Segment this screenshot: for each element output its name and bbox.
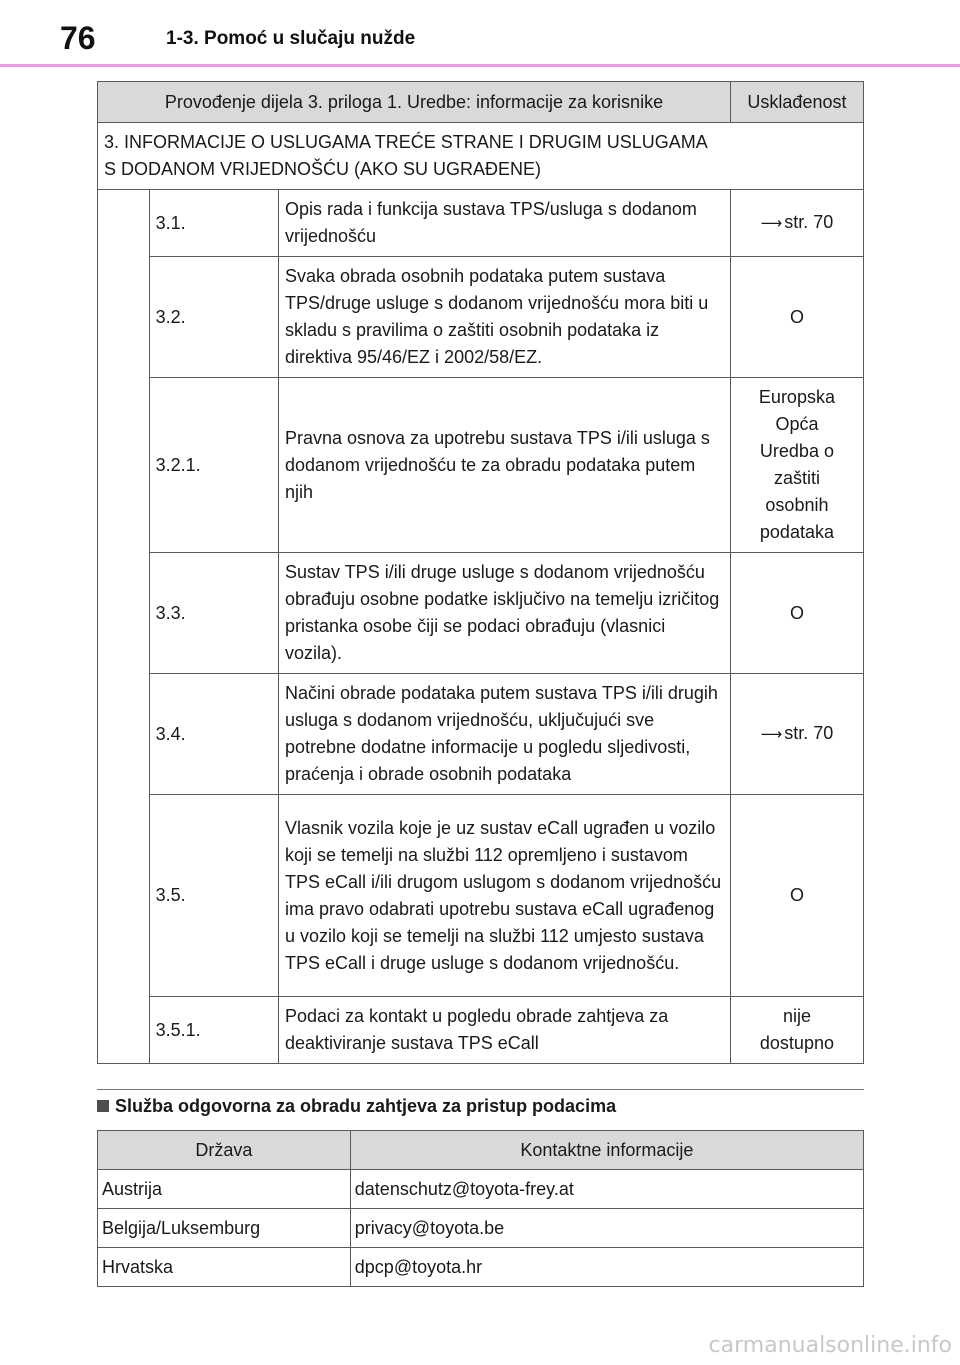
row-value: O [730,257,863,378]
table-row [98,553,864,674]
page-header [0,0,960,64]
row-text: Vlasnik vozila koje je uz sustav eCall ugrađen u vozilo koji se temelji na službi 112 opremljeno i sustavom TPS eCall i/ili drugom uslugom s dodanom vrijednošću ima pravo odabrati upotrebu sustava eCall ugrađenog u vozilo koji se temelji na službi 112 umjesto sustava TPS eCall i druge usluge s dodanom vrijednošću. [278,795,730,997]
column-header-compliance: Usklađenost [730,82,863,123]
table-section-row [98,123,864,190]
row-value: Europska Opća Uredba o zaštiti osobnih podataka [730,378,863,553]
row-code: 3.5.1. [149,997,278,1064]
contact-table [97,1130,864,1287]
section-title: 1-3. Pomoć u slučaju nužde [166,28,416,49]
header-rule [0,64,960,67]
arrow-right-icon: ⟶ [760,215,783,232]
table-row [98,190,864,257]
subheading: Služba odgovorna za obradu zahtjeva za pristup podacima [97,1096,616,1117]
table-row [98,1248,864,1287]
page-number: 76 [60,20,96,56]
section-title-line: S DODANOM VRIJEDNOŠĆU (AKO SU UGRAĐENE) [104,159,542,179]
country-cell: Belgija/Luksemburg [98,1209,351,1248]
contact-cell: dpcp@toyota.hr [350,1248,863,1287]
row-code: 3.1. [149,190,278,257]
table-row [98,378,864,553]
indent-cell [98,190,150,1064]
row-code: 3.5. [149,795,278,997]
row-code: 3.3. [149,553,278,674]
row-code: 3.4. [149,674,278,795]
section-title-line: 3. INFORMACIJE O USLUGAMA TREĆE STRANE I DRUGIM USLUGAMA [104,132,708,152]
column-header-info: Provođenje dijela 3. priloga 1. Uredbe: informacije za korisnike [98,82,731,123]
country-cell: Austrija [98,1170,351,1209]
compliance-table [97,81,864,1064]
row-text: Podaci za kontakt u pogledu obrade zahtjeva za deaktiviranje sustava TPS eCall [278,997,730,1064]
row-value: O [730,795,863,997]
contact-cell: privacy@toyota.be [350,1209,863,1248]
table-header-row [98,82,864,123]
contact-cell: datenschutz@toyota-frey.at [350,1170,863,1209]
country-cell: Hrvatska [98,1248,351,1287]
section-title-cell [98,123,864,190]
watermark: carmanualsonline.info [708,1333,952,1358]
row-text: Svaka obrada osobnih podataka putem sustava TPS/druge usluge s dodanom vrijednošću mora biti u skladu s pravilima o zaštiti osobnih podataka iz direktiva 95/46/EZ i 2002/58/EZ. [278,257,730,378]
table-row [98,674,864,795]
column-header-country: Država [98,1131,351,1170]
table-row [98,1209,864,1248]
row-code: 3.2. [149,257,278,378]
table-row [98,997,864,1064]
square-bullet-icon [97,1100,109,1112]
row-code: 3.2.1. [149,378,278,553]
section-divider [97,1089,864,1090]
row-value: nije dostupno [730,997,863,1064]
table-row [98,1170,864,1209]
table-row [98,795,864,997]
row-value: ⟶ str. 70 [730,190,863,257]
row-text: Sustav TPS i/ili druge usluge s dodanom vrijednošću obrađuju osobne podatke isključivo na temelju izričitog pristanka osobe čiji se podaci obrađuju (vlasnici vozila). [278,553,730,674]
arrow-right-icon: ⟶ [760,726,783,743]
row-value: ⟶ str. 70 [730,674,863,795]
table-row [98,257,864,378]
column-header-contact: Kontaktne informacije [350,1131,863,1170]
row-text: Načini obrade podataka putem sustava TPS i/ili drugih usluga s dodanom vrijednošću, uključujući sve potrebne dodatne informacije u pogledu sljedivosti, praćenja i obrade osobnih podataka [278,674,730,795]
row-value: O [730,553,863,674]
row-text: Pravna osnova za upotrebu sustava TPS i/ili usluga s dodanom vrijednošću te za obradu podataka putem njih [278,378,730,553]
row-text: Opis rada i funkcija sustava TPS/usluga s dodanom vrijednošću [278,190,730,257]
table-header-row [98,1131,864,1170]
